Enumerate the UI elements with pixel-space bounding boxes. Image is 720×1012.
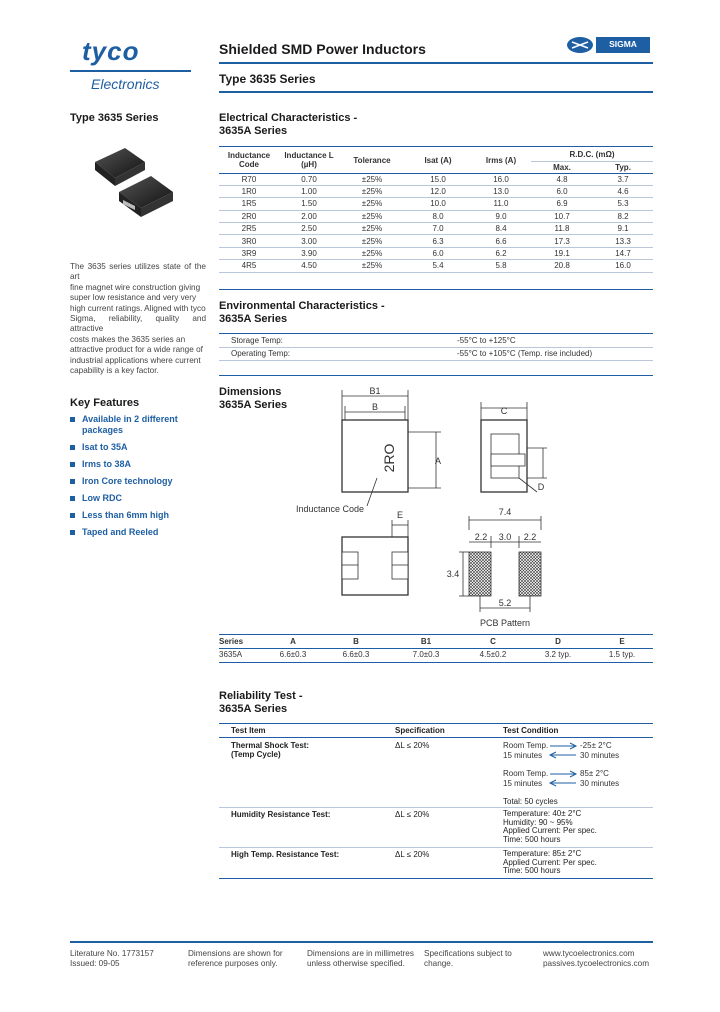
- rel-hightemp-spec: ΔL ≤ 20%: [395, 850, 430, 859]
- electrical-cell: 5.8: [471, 260, 531, 272]
- electrical-cell: 3.90: [279, 247, 339, 259]
- electrical-cell: 6.6: [471, 235, 531, 247]
- feature-item: Less than 6mm high: [70, 510, 200, 521]
- electrical-cell: 2.50: [279, 223, 339, 235]
- label-c: C: [500, 406, 508, 416]
- label-b: B: [371, 402, 379, 412]
- svg-text:85± 2°C: 85± 2°C: [580, 769, 609, 778]
- label-pcb-pattern: PCB Pattern: [479, 618, 531, 628]
- electrical-cell: 8.4: [471, 223, 531, 235]
- electrical-cell: 6.2: [471, 247, 531, 259]
- rel-hightemp-item: High Temp. Resistance Test:: [231, 850, 340, 859]
- electrical-cell: 6.3: [405, 235, 471, 247]
- label-inductance-code: Inductance Code: [295, 504, 365, 514]
- footer-literature: Literature No. 1773157 Issued: 09-05: [70, 949, 154, 968]
- sigma-logo: [566, 36, 650, 54]
- electrical-cell: 3.00: [279, 235, 339, 247]
- svg-text:30 minutes: 30 minutes: [580, 779, 620, 788]
- electrical-cell: 4.50: [279, 260, 339, 272]
- pcb-pad-right: [519, 552, 541, 596]
- footer-links: [543, 949, 649, 969]
- page-title: Shielded SMD Power Inductors: [219, 41, 426, 57]
- electrical-cell: 5.3: [593, 198, 653, 210]
- col-rdc: R.D.C. (mΩ): [531, 148, 653, 161]
- electrical-row: [219, 173, 653, 185]
- reliability-bottom-rule: [219, 878, 653, 879]
- rel-row-rule: [219, 847, 653, 848]
- electrical-cell: ±25%: [339, 173, 405, 185]
- electrical-cell: 6.0: [405, 247, 471, 259]
- footer-spec-note: Specifications subject to change.: [424, 949, 512, 968]
- label-gap: 3.0: [498, 532, 512, 542]
- label-pad1: 2.2: [474, 532, 488, 542]
- rel-col-spec: Specification: [395, 726, 445, 735]
- website-link[interactable]: www.tycoelectronics.com: [543, 949, 635, 958]
- electrical-cell: ±25%: [339, 198, 405, 210]
- reliability-title: Reliability Test - 3635A Series: [219, 690, 303, 715]
- electrical-cell: ±25%: [339, 247, 405, 259]
- rel-thermal-total: Total: 50 cycles: [503, 797, 558, 806]
- electrical-cell: 8.2: [593, 210, 653, 222]
- electrical-cell: 16.0: [471, 173, 531, 185]
- reliability-top-rule: [219, 723, 653, 724]
- pcb-pad-left: [469, 552, 491, 596]
- rel-humidity-item: Humidity Resistance Test:: [231, 810, 331, 819]
- dims-table-top-rule: [219, 634, 653, 635]
- electrical-row: [219, 210, 653, 222]
- electrical-cell: 6.0: [531, 185, 593, 197]
- electrical-cell: 13.0: [471, 185, 531, 197]
- electrical-title: Electrical Characteristics - 3635A Series: [219, 112, 358, 137]
- svg-text:Room Temp.: Room Temp.: [503, 741, 549, 750]
- label-marking: 2RO: [381, 443, 397, 473]
- electrical-cell: 20.8: [531, 260, 593, 272]
- electrical-cell: 10.7: [531, 210, 593, 222]
- electrical-cell: 1R5: [219, 198, 279, 210]
- electrical-cell: 4.8: [531, 173, 593, 185]
- environmental-bottom-rule: [219, 375, 653, 376]
- rel-hightemp-conditions: Temperature: 85± 2°C Applied Current: Per spec. Time: 500 hours: [503, 849, 597, 875]
- header-rule: [219, 62, 653, 64]
- electrical-cell: ±25%: [339, 223, 405, 235]
- environmental-table: [219, 334, 653, 361]
- electrical-cell: R70: [219, 173, 279, 185]
- dimensions-drawing: [219, 380, 653, 630]
- tyco-logo: tyco: [82, 36, 140, 66]
- dims-table-bottom-rule: [219, 662, 653, 663]
- electrical-cell: 11.8: [531, 223, 593, 235]
- label-d: D: [537, 482, 545, 492]
- electrical-cell: 1.50: [279, 198, 339, 210]
- electrical-bottom-rule: [219, 289, 653, 290]
- sidebar-description: The 3635 series utilizes state of the art fine magnet wire construction giving super low resistance and very very high current ratings. Aligned with tyco Sigma, reliability, quality and attractive costs makes the 3635 series an attractive product for a wide range of industrial applications where current capability is a key factor.: [70, 262, 206, 376]
- label-pitch: 5.2: [498, 598, 512, 608]
- dimensions-title: Dimensions 3635A Series: [219, 386, 288, 411]
- electrical-cell: 15.0: [405, 173, 471, 185]
- electrical-cell: 3.7: [593, 173, 653, 185]
- label-b1: B1: [369, 386, 381, 396]
- electrical-cell: ±25%: [339, 235, 405, 247]
- electrical-cell: 4.6: [593, 185, 653, 197]
- electrical-cell: 9.1: [593, 223, 653, 235]
- electrical-cell: 16.0: [593, 260, 653, 272]
- electrical-row: [219, 235, 653, 247]
- electrical-cell: 2R0: [219, 210, 279, 222]
- col-tolerance: Tolerance: [353, 155, 391, 165]
- passives-link[interactable]: passives.tycoelectronics.com: [543, 959, 650, 968]
- rel-thermal-item: Thermal Shock Test: (Temp Cycle): [231, 741, 310, 759]
- svg-text:Room Temp.: Room Temp.: [503, 769, 549, 778]
- dimensions-table: [219, 636, 653, 660]
- feature-item: Isat to 35A: [70, 442, 200, 453]
- logo-rule: [70, 70, 191, 72]
- feature-item: Low RDC: [70, 493, 200, 504]
- environmental-title: Environmental Characteristics - 3635A Series: [219, 300, 385, 325]
- col-irms: Irms (A): [485, 155, 517, 165]
- rel-humidity-conditions: Temperature: 40± 2°C Humidity: 90 ~ 95% Applied Current: Per spec. Time: 500 hours: [503, 809, 597, 844]
- electrical-cell: 11.0: [471, 198, 531, 210]
- electrical-cell: 14.7: [593, 247, 653, 259]
- electrical-table: [219, 148, 653, 273]
- electrical-row: [219, 198, 653, 210]
- electrical-cell: 8.0: [405, 210, 471, 222]
- col-rdc-max: Max.: [553, 162, 571, 172]
- env-row: Operating Temp: -55°C to +105°C (Temp. rise included): [219, 347, 653, 360]
- electrical-cell: 1R0: [219, 185, 279, 197]
- electrical-row: [219, 247, 653, 259]
- footer-units-note: Dimensions are in millimetres unless otherwise specified.: [307, 949, 414, 968]
- label-pcb-width: 7.4: [498, 507, 512, 517]
- svg-text:15 minutes: 15 minutes: [503, 779, 543, 788]
- electrical-top-rule: [219, 146, 653, 147]
- electrical-cell: 19.1: [531, 247, 593, 259]
- subtitle-rule: [219, 91, 653, 93]
- rel-thermal-spec: ΔL ≤ 20%: [395, 741, 430, 750]
- label-pad-height: 3.4: [446, 569, 460, 579]
- electrical-row: [219, 223, 653, 235]
- electrical-cell: 1.00: [279, 185, 339, 197]
- electrical-cell: 2R5: [219, 223, 279, 235]
- col-inductance: Inductance L (µH): [284, 151, 334, 170]
- electrical-cell: 7.0: [405, 223, 471, 235]
- svg-text:15 minutes: 15 minutes: [503, 751, 543, 760]
- page-subtitle: Type 3635 Series: [219, 72, 316, 86]
- feature-item: Iron Core technology: [70, 476, 200, 487]
- rel-col-condition: Test Condition: [503, 726, 559, 735]
- electrical-cell: 2.00: [279, 210, 339, 222]
- electrical-row: [219, 260, 653, 272]
- electrical-cell: 6.9: [531, 198, 593, 210]
- rel-row-rule: [219, 807, 653, 808]
- dims-data-row: 3635A 6.6±0.3 6.6±0.3 7.0±0.3 4.5±0.2 3.2 typ. 1.5 typ.: [219, 649, 636, 659]
- svg-text:-25± 2°C: -25± 2°C: [580, 741, 612, 750]
- electrical-cell: 10.0: [405, 198, 471, 210]
- electrical-cell: 9.0: [471, 210, 531, 222]
- col-rdc-typ: Typ.: [615, 162, 631, 172]
- electrical-cell: ±25%: [339, 210, 405, 222]
- feature-item: Taped and Reeled: [70, 527, 200, 538]
- label-a: A: [434, 456, 442, 466]
- electrical-cell: 5.4: [405, 260, 471, 272]
- feature-item: Irms to 38A: [70, 459, 200, 470]
- electrical-cell: 12.0: [405, 185, 471, 197]
- col-isat: Isat (A): [424, 155, 452, 165]
- electrical-row: [219, 185, 653, 197]
- feature-item: Available in 2 different packages: [70, 414, 190, 436]
- electrical-cell: ±25%: [339, 260, 405, 272]
- electrical-cell: 0.70: [279, 173, 339, 185]
- electronics-logo-text: Electronics: [91, 76, 160, 92]
- label-pad2: 2.2: [523, 532, 537, 542]
- key-features-title: Key Features: [70, 397, 140, 409]
- rel-col-test-item: Test Item: [231, 726, 266, 735]
- electrical-cell: ±25%: [339, 185, 405, 197]
- footer-rule: [70, 941, 653, 943]
- col-code: Inductance Code: [227, 151, 271, 170]
- electrical-cell: 17.3: [531, 235, 593, 247]
- label-e: E: [396, 510, 404, 520]
- dims-header-row: Series A B B1 C D E: [219, 636, 653, 648]
- sidebar-title: Type 3635 Series: [70, 112, 159, 124]
- rel-humidity-spec: ΔL ≤ 20%: [395, 810, 430, 819]
- electrical-cell: 13.3: [593, 235, 653, 247]
- footer-reference-note: Dimensions are shown for reference purposes only.: [188, 949, 283, 968]
- electrical-cell: 3R9: [219, 247, 279, 259]
- sigma-text: SIGMA: [609, 39, 637, 49]
- electrical-cell: 3R0: [219, 235, 279, 247]
- electrical-cell: 4R5: [219, 260, 279, 272]
- product-image: [85, 140, 195, 225]
- key-features-list: [70, 414, 200, 544]
- env-row: Storage Temp: -55°C to +125°C: [219, 334, 653, 347]
- svg-text:30 minutes: 30 minutes: [580, 751, 620, 760]
